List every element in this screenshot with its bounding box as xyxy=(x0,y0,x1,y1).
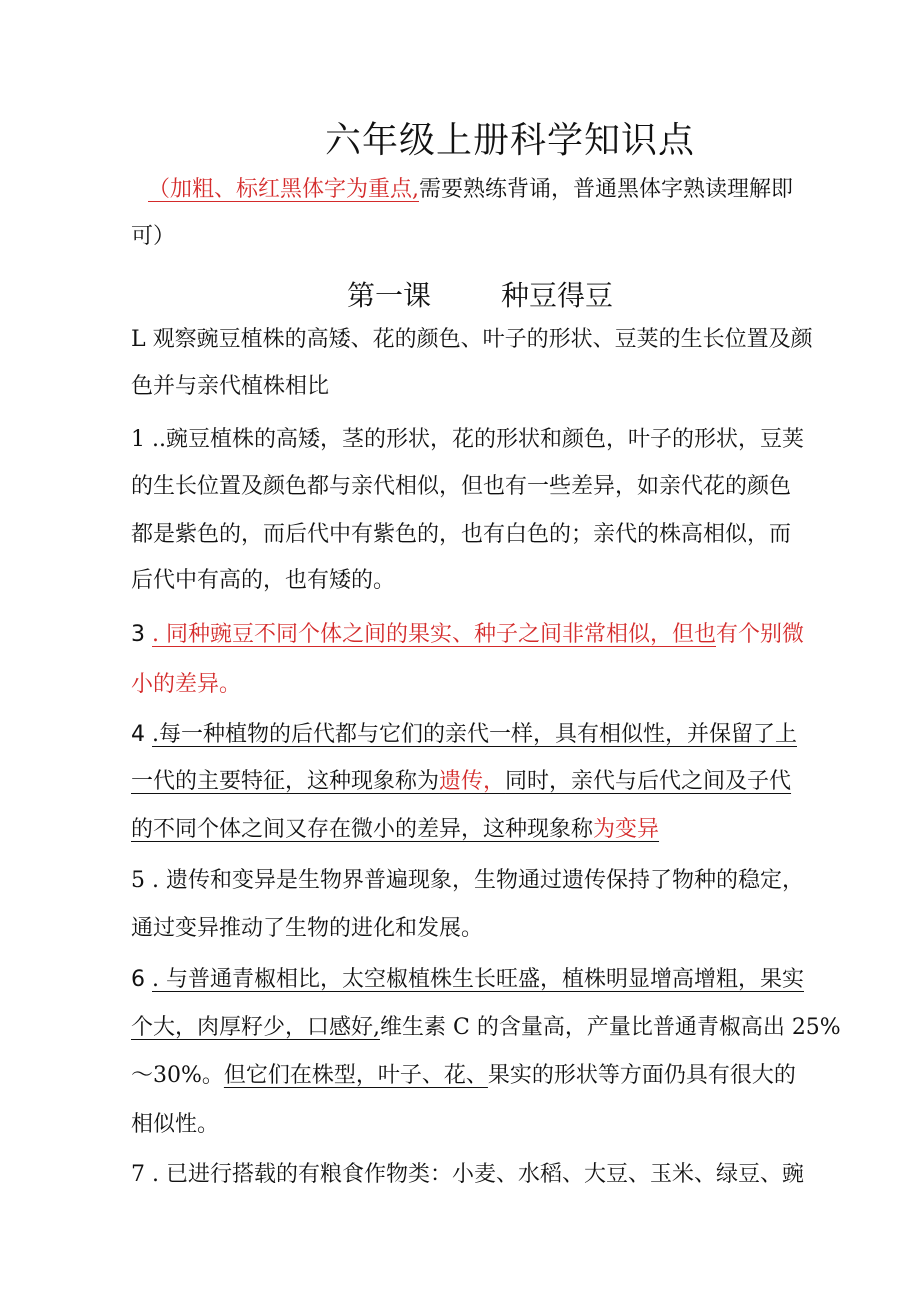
item-3-text: 有个别微 xyxy=(716,622,805,647)
item-4-line-2-b: 同时，亲代与后代之间及子代 xyxy=(505,769,792,794)
term-variation: 为变异 xyxy=(593,817,660,842)
item-3-line-1 xyxy=(131,620,805,650)
item-l-line-1: L 观察豌豆植株的高矮、花的颜色、叶子的形状、豆荚的生长位置及颜 xyxy=(131,327,813,352)
item-4-line-1-text: .每一种植物的后代都与它们的亲代一样，具有相似性，并保留了上 xyxy=(152,722,797,747)
item-1-line-2: 的生长位置及颜色都与亲代相似，但也有一些差异，如亲代花的颜色 xyxy=(131,474,792,499)
item-4-line-3-a: 的不同个体之间又存在微小的差异，这种现象称 xyxy=(131,817,594,842)
note-line-2: 可） xyxy=(131,224,176,249)
item-5-line-1: 5 . 遗传和变异是生物界普遍现象，生物通过遗传保持了物种的稳定， xyxy=(131,868,804,893)
item-5-line-2: 通过变异推动了生物的进化和发展。 xyxy=(131,916,484,941)
item-1-line-3: 都是紫色的，而后代中有紫色的，也有白色的；亲代的株高相似，而 xyxy=(131,522,792,547)
item-6-line-1 xyxy=(131,965,804,995)
item-4-number: 4 xyxy=(131,722,145,747)
lesson-label: 第一课 xyxy=(346,279,431,312)
item-6-line-3-b: 果实的形状等方面仍具有很大的 xyxy=(487,1063,796,1088)
item-6-line-3-a: 〜30%。 xyxy=(131,1063,224,1088)
term-heredity: 遗传， xyxy=(439,769,506,794)
item-4-line-2 xyxy=(131,767,791,797)
item-3-number: 3 xyxy=(131,622,145,647)
item-6-line-4: 相似性。 xyxy=(131,1112,220,1137)
note-black-text: 需要熟练背诵，普通黑体字熟读理解即 xyxy=(419,177,794,202)
item-l-line-2: 色并与亲代植株相比 xyxy=(131,374,330,399)
item-6-line-3-underlined: 但它们在株型，叶子、花、 xyxy=(223,1063,488,1088)
item-4-line-3 xyxy=(131,815,791,845)
note-red-text: （加粗、标红黑体字为重点, xyxy=(148,177,419,202)
item-4-line-2-a: 一代的主要特征，这种现象称为 xyxy=(131,769,440,794)
note-line-1 xyxy=(148,175,793,205)
item-3-underlined-text: . 同种豌豆不同个体之间的果实、种子之间非常相似，但也 xyxy=(152,622,716,647)
item-6-line-2 xyxy=(131,1013,841,1043)
item-1-line-1: 1 ..豌豆植株的高矮，茎的形状，花的形状和颜色，叶子的形状，豆荚 xyxy=(131,427,804,452)
item-6-line-3 xyxy=(131,1061,796,1091)
item-6-line-1-text: . 与普通青椒相比，太空椒植株生长旺盛，植株明显增高增粗，果实 xyxy=(152,967,804,992)
document-title: 六年级上册科学知识点 xyxy=(324,120,695,161)
item-6-line-2-rest: 维生素 C 的含量高，产量比普通青椒高出 25% xyxy=(380,1015,841,1040)
item-4-line-1 xyxy=(131,720,797,750)
lesson-heading xyxy=(0,274,920,314)
item-6-number: 6 xyxy=(131,967,145,992)
lesson-name: 种豆得豆 xyxy=(501,279,614,312)
item-3-line-2: 小的差异。 xyxy=(131,672,242,697)
item-7-line-1: 7 . 已进行搭载的有粮食作物类：小麦、水稻、大豆、玉米、绿豆、豌 xyxy=(131,1162,804,1187)
item-6-underlined-text: 个大，肉厚籽少，口感好, xyxy=(131,1015,380,1040)
item-1-line-4: 后代中有高的，也有矮的。 xyxy=(131,568,396,593)
